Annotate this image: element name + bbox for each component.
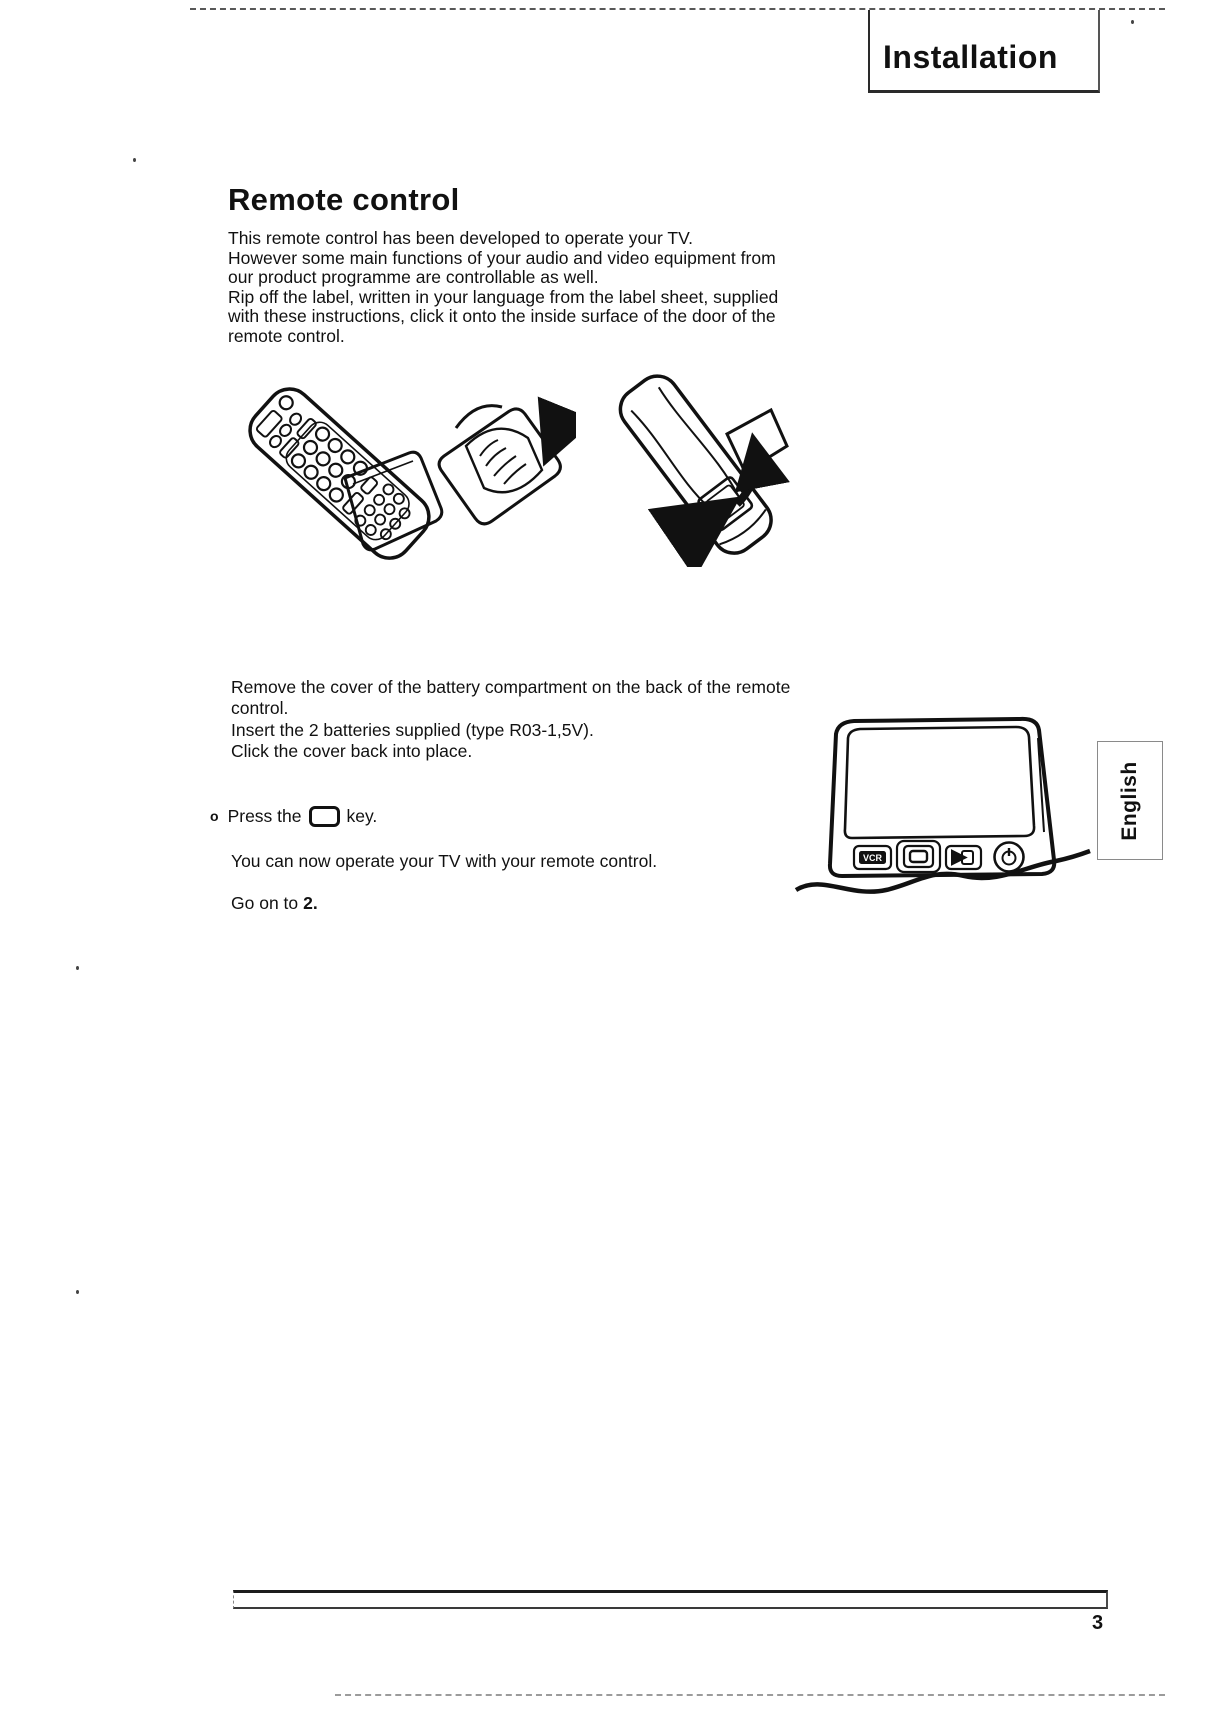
intro-line: remote control. [228,325,345,346]
scan-artifact-line-bottom [335,1694,1165,1696]
battery-line: control. [231,698,289,719]
page-number: 3 [1092,1612,1104,1634]
scan-speck [76,1290,79,1294]
intro-line: Rip off the label, written in your language from the label sheet, supplied [228,286,779,307]
footer-rule [233,1590,1108,1609]
battery-line: Insert the 2 batteries supplied (type R03-1,5V). [231,719,594,740]
language-tab [1097,741,1163,860]
intro-line: with these instructions, click it onto the inside surface of the door of the [228,306,776,327]
door-label-illustration [428,394,576,536]
battery-line: Click the cover back into place. [231,741,473,762]
section-header-box [868,10,1100,93]
press-step-text-after: key. [346,806,378,826]
battery-line: Remove the cover of the battery compartment on the back of the remote [231,677,791,697]
step-bullet: o [210,807,219,824]
press-step-text-before: Press the [227,806,302,826]
tv-illustration [792,714,1092,906]
scan-speck [1131,20,1134,24]
tv-front-icon [792,714,1092,906]
intro-line: our product programme are controllable as well. [228,267,599,288]
battery-paragraph [231,677,841,763]
door-label-icon [428,394,576,536]
tv-key-icon [309,806,340,827]
goto-number: 2. [303,893,318,913]
intro-paragraph [228,229,828,347]
section-title: Installation [883,39,1058,75]
page-title: Remote control [228,182,460,217]
intro-line: This remote control has been developed to operate your TV. [228,228,694,248]
remote-front-icon [225,356,457,574]
goto-line [231,893,318,914]
press-key-step [210,806,377,827]
language-tab-label: English [1118,760,1141,841]
operate-line: You can now operate your TV with your remote control. [231,851,658,871]
goto-prefix: Go on to [231,893,299,913]
remote-back-illustration [585,352,805,567]
intro-line: However some main functions of your audio and video equipment from [228,247,776,268]
remote-front-illustration [225,356,457,574]
scan-speck [133,158,136,162]
remote-back-icon [585,352,805,567]
scan-speck [76,966,79,970]
tv-vcr-button-label: VCR [862,853,883,863]
